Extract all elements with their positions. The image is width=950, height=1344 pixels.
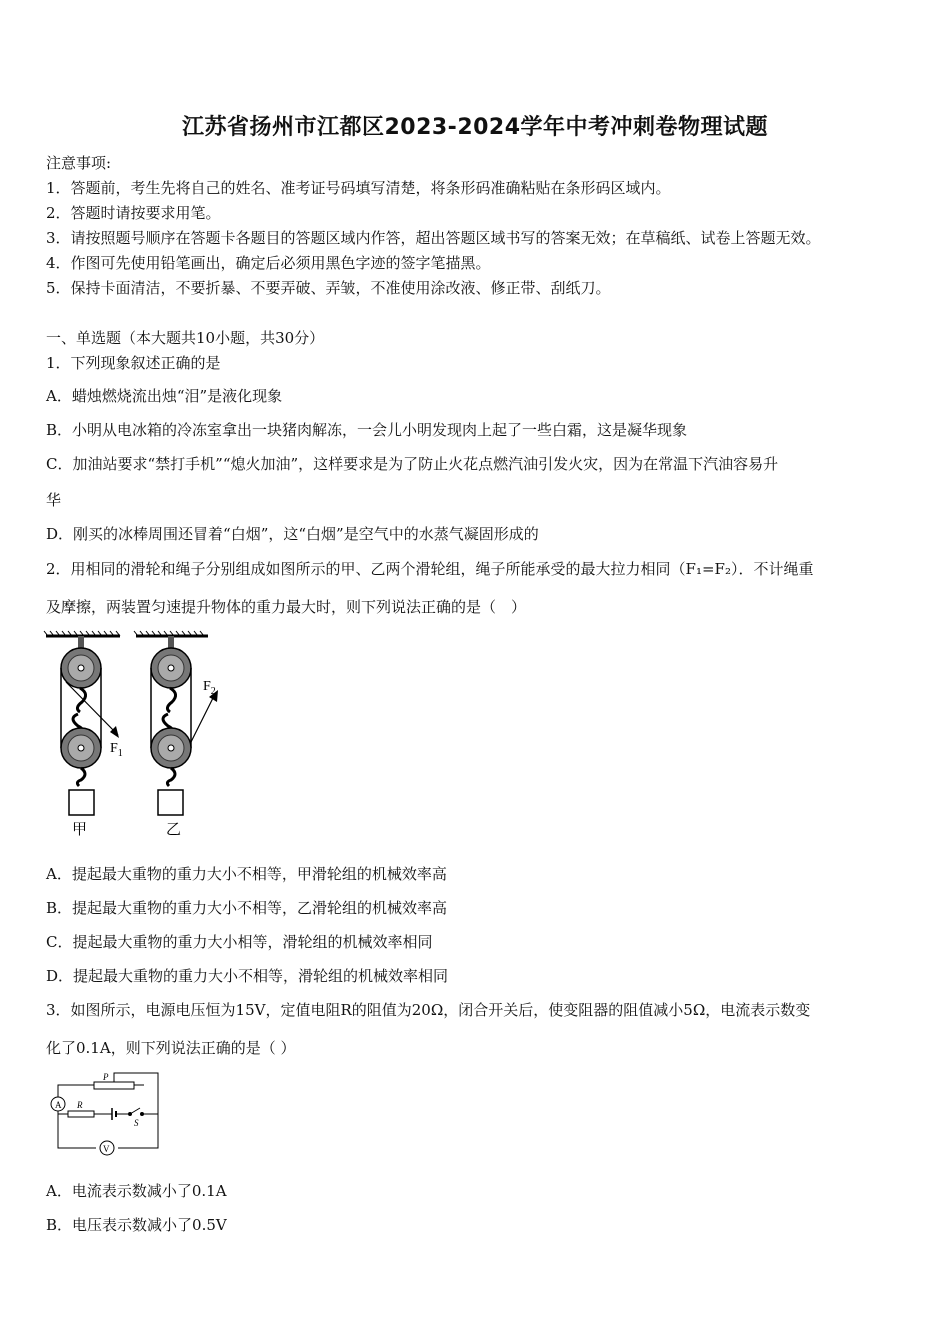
question-2-option-c: C．提起最大重物的重力大小相等，滑轮组的机械效率相同 [46, 933, 433, 951]
voltmeter-label: V [103, 1144, 110, 1154]
figure-label-yi: 乙 [166, 820, 182, 838]
question-3-stem: 3．如图所示，电源电压恒为15V，定值电阻R的阻值为20Ω，闭合开关后，使变阻器的阻值减小5Ω，电流表示数变 [46, 1001, 811, 1019]
question-3-stem-cont: 化了0.1A，则下列说法正确的是（ ） [46, 1039, 296, 1057]
notice-heading: 注意事项: [46, 154, 112, 172]
rheostat-label: P [103, 1072, 109, 1082]
question-1-option-c: C．加油站要求“禁打手机”“熄火加油”，这样要求是为了防止火花点燃汽油引发火灾，因为在常温下汽油容易升 [46, 455, 779, 473]
question-2-option-a: A．提起最大重物的重力大小不相等，甲滑轮组的机械效率高 [46, 865, 447, 883]
pulley-system-right [134, 631, 218, 838]
notice-item: 1．答题前，考生先将自己的姓名、准考证号码填写清楚，将条形码准确粘贴在条形码区域内。 [46, 179, 671, 197]
force-label-f1: $F_1$ [110, 741, 123, 759]
question-3-option-b: B．电压表示数减小了0.5V [46, 1216, 227, 1234]
circuit-diagram [44, 1068, 169, 1156]
ammeter-label: A [55, 1100, 62, 1110]
notice-item: 4．作图可先使用铅笔画出，确定后必须用黑色字迹的签字笔描黑。 [46, 254, 491, 272]
section-heading: 一、单选题（本大题共10小题，共30分） [46, 329, 325, 347]
figure-label-jia: 甲 [72, 820, 88, 838]
rheostat [94, 1082, 134, 1089]
question-1-option-d: D．刚买的冰棒周围还冒着“白烟”，这“白烟”是空气中的水蒸气凝固形成的 [46, 525, 539, 543]
resistor-r [68, 1111, 94, 1117]
pulley-system-left [44, 631, 123, 838]
question-1-option-c-cont: 华 [46, 491, 62, 509]
weight-box-right [158, 790, 183, 815]
pulley-systems-figure [40, 630, 230, 840]
question-2-stem: 2．用相同的滑轮和绳子分别组成如图所示的甲、乙两个滑轮组，绳子所能承受的最大拉力相同（F₁=F₂）．不计绳重 [46, 560, 814, 578]
question-3-option-a: A．电流表示数减小了0.1A [46, 1182, 227, 1200]
notice-item: 3．请按照题号顺序在答题卡各题目的答题区域内作答，超出答题区域书写的答案无效；在草稿纸、试卷上答题无效。 [46, 229, 821, 247]
page-title: 江苏省扬州市江都区2023-2024学年中考冲刺卷物理试题 [181, 115, 769, 140]
question-2-option-b: B．提起最大重物的重力大小不相等，乙滑轮组的机械效率高 [46, 899, 448, 917]
resistor-label: R [77, 1100, 83, 1110]
notice-item: 2．答题时请按要求用笔。 [46, 204, 221, 222]
switch-label: S [134, 1118, 139, 1128]
question-1-stem: 1．下列现象叙述正确的是 [46, 354, 221, 372]
switch-s [130, 1108, 140, 1114]
weight-box-left [69, 790, 94, 815]
question-2-option-d: D．提起最大重物的重力大小不相等，滑轮组的机械效率相同 [46, 967, 449, 985]
notice-item: 5．保持卡面清洁，不要折暴、不要弄破、弄皱，不准使用涂改液、修正带、刮纸刀。 [46, 279, 611, 297]
question-1-option-b: B．小明从电冰箱的冷冻室拿出一块猪肉解冻，一会儿小明发现肉上起了一些白霜，这是凝华现象 [46, 421, 688, 439]
force-label-f2: $F_2$ [203, 679, 216, 697]
question-2-stem-cont: 及摩擦，两装置匀速提升物体的重力最大时，则下列说法正确的是（ ） [46, 598, 527, 616]
question-1-option-a: A．蜡烛燃烧流出烛“泪”是液化现象 [46, 387, 283, 405]
